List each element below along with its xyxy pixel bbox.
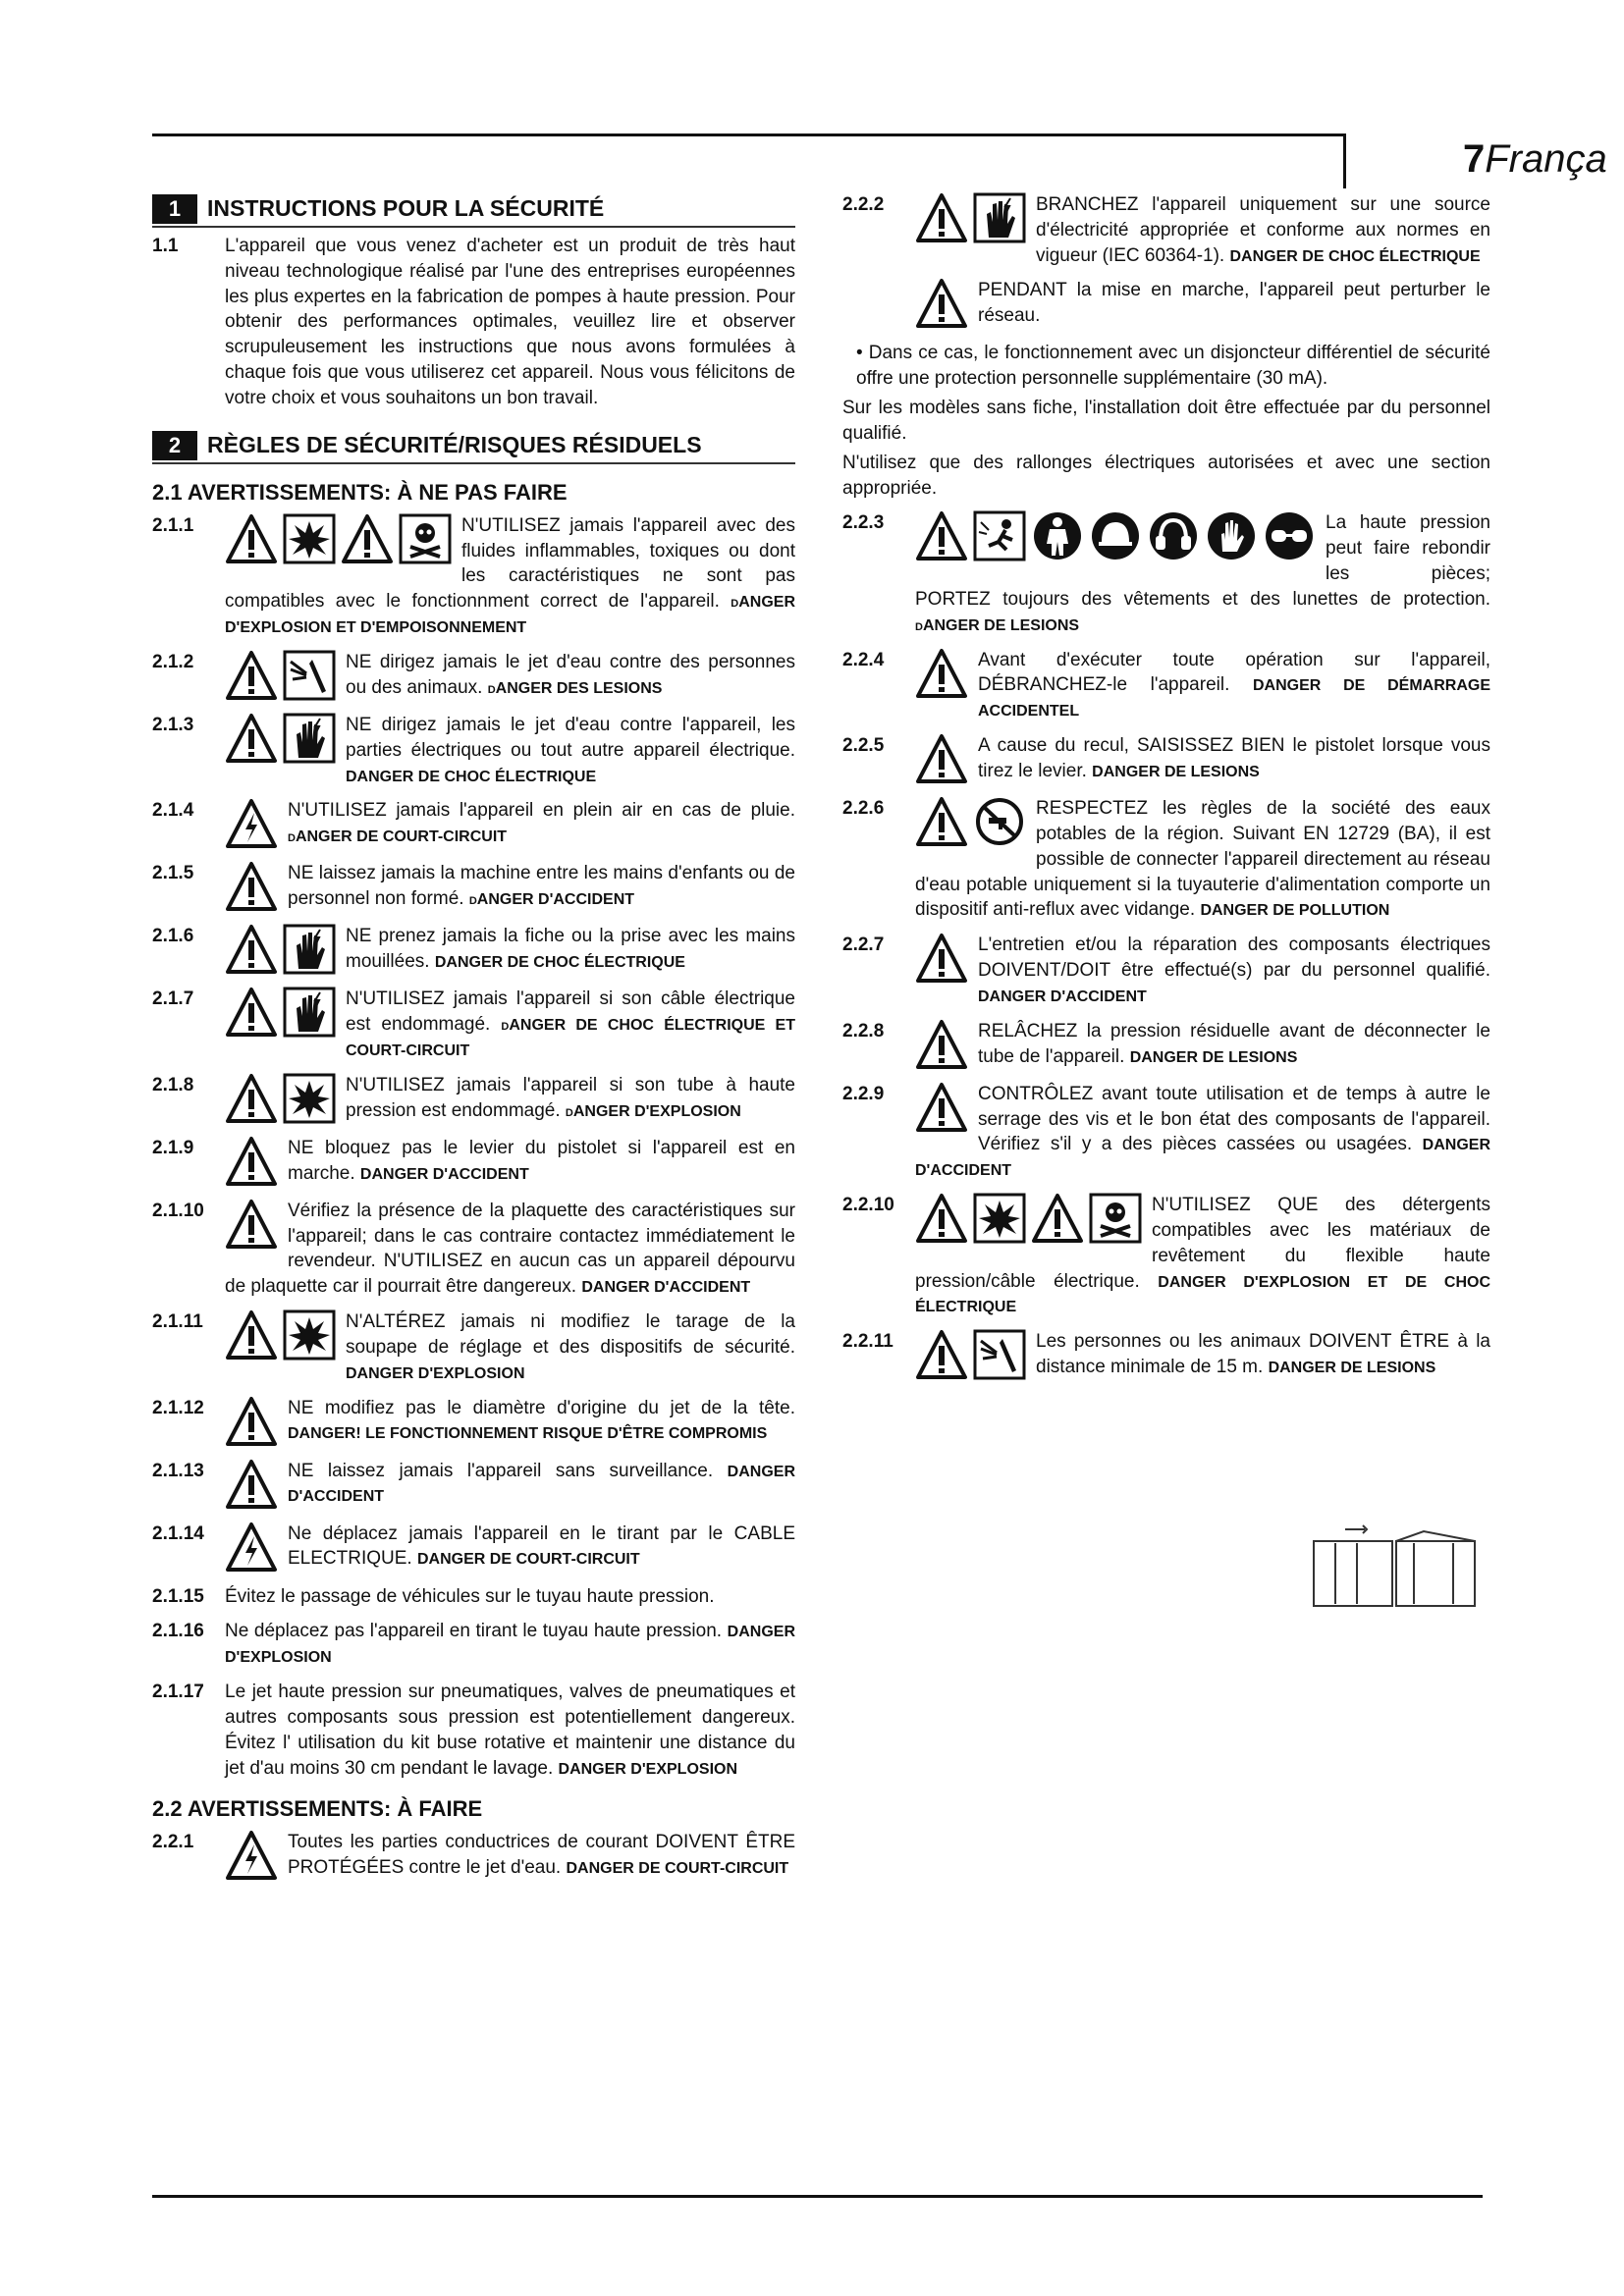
danger-label: dANGER D'EXPLOSION ET D'EMPOISONNEMENT bbox=[225, 594, 796, 637]
subheading-2-2: 2.2 AVERTISSEMENTS: À FAIRE bbox=[152, 1796, 483, 1822]
danger-label: DANGER DE LESIONS bbox=[1129, 1048, 1298, 1066]
danger-label: DANGER D'EXPLOSION bbox=[346, 1364, 525, 1382]
hand-shock-icon bbox=[283, 924, 336, 975]
item-text: NE bloquez pas le levier du pistolet si l'appareil est en marche. bbox=[288, 1137, 795, 1184]
icon-group bbox=[915, 1329, 1026, 1380]
warning-triangle-icon bbox=[915, 648, 968, 699]
warning-triangle-icon bbox=[915, 510, 968, 561]
item-text: Avant d'exécuter toute opération sur l'appareil, DÉBRANCHEZ-le l'appareil. bbox=[978, 649, 1490, 696]
item-text: BRANCHEZ l'appareil uniquement sur une source d'électricité appropriée et conforme aux normes en vigueur (IEC 60364-1). bbox=[1036, 194, 1490, 266]
hand-shock-icon bbox=[283, 713, 336, 764]
item-2-1-2 bbox=[152, 650, 795, 703]
danger-label: DANGER DE COURT-CIRCUIT bbox=[566, 1860, 789, 1878]
left-item-list bbox=[152, 513, 795, 1782]
item-body bbox=[225, 650, 795, 703]
item-number: 2.2.6 bbox=[842, 798, 885, 820]
item-number: 2.1.3 bbox=[152, 714, 194, 735]
right-item-list bbox=[842, 510, 1490, 1382]
item-number: 2.1.17 bbox=[152, 1682, 204, 1703]
page-number: 7 bbox=[1463, 137, 1486, 181]
icon-group bbox=[225, 650, 336, 701]
item-2-1-10 bbox=[152, 1199, 795, 1300]
danger-label: DANGER DE LESIONS bbox=[1092, 763, 1260, 780]
item-number: 2.1.16 bbox=[152, 1621, 204, 1642]
warning-triangle-icon bbox=[225, 1396, 278, 1447]
item-body bbox=[225, 1830, 795, 1883]
item-2-2-7 bbox=[842, 933, 1490, 1008]
icon-group bbox=[915, 648, 968, 699]
icon-group bbox=[915, 510, 1316, 561]
icon-group bbox=[225, 1522, 278, 1573]
warning-triangle-icon bbox=[225, 1136, 278, 1187]
item-text: NE prenez jamais la fiche ou la prise avec les mains mouillées. bbox=[346, 926, 795, 973]
icon-group bbox=[915, 1193, 1142, 1244]
page-language: França bbox=[1485, 137, 1607, 181]
paragraph-installation: Sur les modèles sans fiche, l'installation doit être effectuée par du personnel qualifié. bbox=[842, 398, 1490, 444]
item-2-1-15 bbox=[152, 1584, 795, 1610]
item-number: 2.1.8 bbox=[152, 1074, 194, 1095]
item-text: N'UTILISEZ jamais l'appareil avec des fluides inflammables, toxiques ou dont les caractéristiques ne sont pas compatibles avec le fonctionnment correct de l'appareil. bbox=[225, 514, 795, 613]
item-number: 2.2.5 bbox=[842, 735, 885, 757]
item-2-2-9 bbox=[842, 1082, 1490, 1183]
item-body bbox=[225, 1584, 795, 1610]
danger-label: DANGER DE LESIONS bbox=[1268, 1359, 1436, 1376]
item-2-1-1 bbox=[152, 513, 795, 640]
item-number: 2.1.7 bbox=[152, 988, 194, 1010]
item-text: NE dirigez jamais le jet d'eau contre des personnes ou des animaux. bbox=[346, 651, 795, 698]
warning-triangle-icon bbox=[225, 1459, 278, 1510]
item-number: 2.2.2 bbox=[842, 194, 885, 215]
item-body bbox=[225, 1396, 795, 1449]
warning-triangle-icon bbox=[225, 924, 278, 975]
danger-label: dANGER DE COURT-CIRCUIT bbox=[288, 828, 508, 846]
danger-label: dANGER DE LESIONS bbox=[915, 616, 1080, 634]
warning-triangle-icon bbox=[225, 861, 278, 912]
item-number: 2.1.5 bbox=[152, 863, 194, 884]
warning-triangle-icon bbox=[1031, 1193, 1084, 1244]
warning-triangle-icon bbox=[915, 192, 968, 243]
warning-triangle-icon bbox=[915, 796, 968, 847]
danger-label: DANGER DE CHOC ÉLECTRIQUE bbox=[434, 954, 685, 972]
warning-triangle-icon bbox=[225, 713, 278, 764]
overalls-icon bbox=[1031, 510, 1084, 561]
item-text: NE modifiez pas le diamètre d'origine du jet de la tête. bbox=[288, 1397, 795, 1418]
item-2-1-12 bbox=[152, 1396, 795, 1449]
item-number: 2.1.10 bbox=[152, 1200, 204, 1221]
warning-triangle-icon bbox=[915, 733, 968, 784]
warning-triangle-icon bbox=[225, 1073, 278, 1124]
danger-label: DANGER DE CHOC ÉLECTRIQUE bbox=[346, 768, 597, 785]
item-1-1 bbox=[152, 234, 795, 411]
icon-group bbox=[915, 796, 1026, 847]
item-2-2-4 bbox=[842, 648, 1490, 723]
item-text: L'appareil que vous venez d'acheter est un produit de très haut niveau technologique réalisé par l'une des entreprises européennes les plus expertes en la fabrication de pompes à haute pression. Pour obtenir des performances optimales, veuillez lire et observer scrupuleusement les instructions que nous avons formulées à chaque fois que vous utiliserez cet appareil. Nous vous félicitons de votre choix et vous souhaitons un bon travail. bbox=[225, 236, 795, 408]
section-1-number: 1 bbox=[152, 194, 197, 224]
warning-triangle-icon bbox=[915, 933, 968, 984]
item-2-2-5 bbox=[842, 733, 1490, 786]
item-2-2-10 bbox=[842, 1193, 1490, 1319]
icon-group bbox=[225, 1459, 278, 1510]
helmet-icon bbox=[1089, 510, 1142, 561]
top-rule bbox=[152, 133, 1345, 136]
subheading-2-1: 2.1 AVERTISSEMENTS: À NE PAS FAIRE bbox=[152, 479, 568, 505]
electric-triangle-icon bbox=[225, 798, 278, 849]
item-text: N'UTILISEZ jamais l'appareil en plein air en cas de pluie. bbox=[288, 800, 795, 822]
item-number: 2.1.12 bbox=[152, 1397, 204, 1418]
item-text: N'UTILISEZ jamais l'appareil si son tube à haute pression est endommagé. bbox=[346, 1074, 795, 1121]
item-body bbox=[915, 648, 1490, 723]
note-text: PENDANT la mise en marche, l'appareil peut perturber le réseau. bbox=[978, 280, 1490, 327]
item-body bbox=[225, 1309, 795, 1385]
icon-group bbox=[915, 192, 1026, 243]
item-2-2-8 bbox=[842, 1019, 1490, 1072]
item-text: N'UTILISEZ jamais l'appareil si son câble électrique est endommagé. bbox=[346, 988, 795, 1036]
section-2-header bbox=[152, 429, 795, 464]
icon-group bbox=[915, 1082, 968, 1133]
item-text: Évitez le passage de véhicules sur le tuyau haute pression. bbox=[225, 1585, 715, 1607]
item-text: N'ALTÉREZ jamais ni modifiez le tarage de la soupape de réglage et des dispositifs de sécurité. bbox=[346, 1311, 795, 1358]
item-body bbox=[225, 1136, 795, 1189]
explosion-icon bbox=[973, 1193, 1026, 1244]
item-2-1-17 bbox=[152, 1680, 795, 1781]
bottom-rule bbox=[152, 2195, 1483, 2198]
icon-group bbox=[225, 1136, 278, 1187]
item-text: NE laissez jamais la machine entre les mains d'enfants ou de personnel non formé. bbox=[288, 863, 795, 910]
section-1-header bbox=[152, 192, 795, 228]
item-body bbox=[225, 861, 795, 914]
explosion-icon bbox=[283, 1309, 336, 1361]
item-number: 2.2.1 bbox=[152, 1832, 194, 1853]
item-body bbox=[225, 1522, 795, 1575]
item-2-1-3 bbox=[152, 713, 795, 788]
danger-label: dANGER D'EXPLOSION bbox=[565, 1102, 741, 1120]
item-number: 2.2.9 bbox=[842, 1083, 885, 1104]
warning-triangle-icon bbox=[341, 513, 394, 564]
item-body bbox=[915, 192, 1490, 268]
icon-group bbox=[225, 1830, 278, 1881]
gloves-icon bbox=[1205, 510, 1258, 561]
item-body bbox=[915, 1329, 1490, 1382]
page-header bbox=[1463, 137, 1607, 182]
item-2-1-7 bbox=[152, 987, 795, 1062]
item-body bbox=[915, 933, 1490, 1008]
item-2-1-13 bbox=[152, 1459, 795, 1512]
skull-poison-icon bbox=[1089, 1193, 1142, 1244]
icon-group bbox=[915, 278, 968, 329]
warning-triangle-icon bbox=[225, 1199, 278, 1250]
item-2-2-1 bbox=[152, 1830, 795, 1883]
item-text: RESPECTEZ les règles de la société des eaux potables de la région. Suivant EN 12729 (BA), il est possible de connecter l'appareil directement au réseau d'eau potable uniquement si la tuyauterie d'alimentation comporte un dispositif anti-reflux avec vidange. bbox=[915, 798, 1490, 921]
item-number: 2.1.2 bbox=[152, 651, 194, 672]
warning-triangle-icon bbox=[915, 278, 968, 329]
item-2-2-11 bbox=[842, 1329, 1490, 1382]
item-number: 2.2.11 bbox=[842, 1331, 893, 1353]
icon-group bbox=[225, 798, 278, 849]
item-2-1-14 bbox=[152, 1522, 795, 1575]
icon-group bbox=[225, 924, 336, 975]
danger-label: dANGER DE CHOC ÉLECTRIQUE ET COURT-CIRCUIT bbox=[346, 1017, 795, 1059]
item-body bbox=[915, 510, 1490, 637]
danger-label: DANGER D'EXPLOSION bbox=[225, 1624, 795, 1667]
water-jet-icon bbox=[283, 650, 336, 701]
icon-group bbox=[225, 1073, 336, 1124]
item-number: 2.1.15 bbox=[152, 1585, 204, 1607]
item-2-2-6 bbox=[842, 796, 1490, 923]
item-text: Le jet haute pression sur pneumatiques, valves de pneumatiques et autres composants sous pression est potentiellement dangereux. Évitez l' utilisation du kit buse rotative et maintenir une distance du jet d'au moins 30 cm pendant le lavage. bbox=[225, 1682, 795, 1779]
item-number: 1.1 bbox=[152, 236, 179, 256]
item-2-2-2-note bbox=[915, 278, 1490, 331]
left-column bbox=[152, 192, 795, 1893]
item-body bbox=[915, 1082, 1490, 1183]
item-text: Vérifiez la présence de la plaquette des caractéristiques sur l'appareil; dans le cas contraire contactez immédiatement le revendeur. N'UTILISEZ en aucun cas un appareil dépourvu de plaquette car il pourrait être dangereux. bbox=[225, 1200, 795, 1298]
warning-triangle-icon bbox=[225, 513, 278, 564]
hand-shock-icon bbox=[283, 987, 336, 1038]
skull-poison-icon bbox=[399, 513, 452, 564]
item-text: Ne déplacez pas l'appareil en tirant le tuyau haute pression. bbox=[225, 1621, 723, 1642]
icon-group bbox=[225, 1309, 336, 1361]
item-2-1-6 bbox=[152, 924, 795, 977]
danger-label: DANGER DE POLLUTION bbox=[1200, 902, 1390, 920]
item-number: 2.2.7 bbox=[842, 934, 885, 956]
open-manual-icon bbox=[1306, 1522, 1483, 1610]
section-2-number: 2 bbox=[152, 431, 197, 460]
icon-group bbox=[225, 513, 452, 564]
icon-group bbox=[915, 733, 968, 784]
icon-group bbox=[225, 1199, 278, 1250]
item-body bbox=[915, 278, 1490, 331]
item-body bbox=[915, 796, 1490, 923]
item-text: NE dirigez jamais le jet d'eau contre l'appareil, les parties électriques ou tout autre appareil électrique. bbox=[346, 714, 795, 761]
top-rule-tick bbox=[1343, 133, 1346, 188]
danger-label: DANGER! LE FONCTIONNEMENT RISQUE D'ÊTRE COMPROMIS bbox=[288, 1425, 768, 1443]
item-number: 2.1.9 bbox=[152, 1137, 194, 1158]
item-text: N'UTILISEZ QUE des détergents compatibles avec les matériaux de revêtement du flexible haute pression/câble électrique. bbox=[915, 1195, 1490, 1292]
item-text: La haute pression peut faire rebondir les pièces; PORTEZ toujours des vêtements et des lunettes de protection. bbox=[915, 512, 1490, 610]
warning-triangle-icon bbox=[915, 1019, 968, 1070]
bullet-rcd: • Dans ce cas, le fonctionnement avec un disjoncteur différentiel de sécurité offre une protection personnelle supplémentaire (30 mA). bbox=[856, 343, 1490, 390]
electric-triangle-icon bbox=[225, 1522, 278, 1573]
danger-label: DANGER D'EXPLOSION ET DE CHOC ÉLECTRIQUE bbox=[915, 1273, 1490, 1316]
item-number: 2.1.1 bbox=[152, 514, 194, 536]
warning-triangle-icon bbox=[225, 650, 278, 701]
item-body bbox=[915, 1193, 1490, 1319]
danger-label: DANGER DE COURT-CIRCUIT bbox=[416, 1551, 640, 1569]
item-body bbox=[225, 1073, 795, 1126]
item-body bbox=[225, 513, 795, 640]
item-text: RELÂCHEZ la pression résiduelle avant de déconnecter le tube de l'appareil. bbox=[978, 1020, 1490, 1067]
right-column bbox=[842, 192, 1490, 1392]
icon-group bbox=[225, 1396, 278, 1447]
icon-group bbox=[225, 713, 336, 764]
item-text: A cause du recul, SAISISSEZ BIEN le pistolet lorsque vous tirez le levier. bbox=[978, 735, 1490, 781]
danger-label: DANGER DE DÉMARRAGE ACCIDENTEL bbox=[978, 677, 1491, 721]
item-number: 2.1.4 bbox=[152, 800, 194, 822]
item-text: Ne déplacez jamais l'appareil en le tirant par le CABLE ELECTRIQUE. bbox=[288, 1522, 795, 1570]
item-text: Toutes les parties conductrices de courant DOIVENT ÊTRE PROTÉGÉES contre le jet d'eau. bbox=[288, 1832, 795, 1879]
icon-group bbox=[915, 1019, 968, 1070]
item-body bbox=[915, 733, 1490, 786]
explosion-icon bbox=[283, 513, 336, 564]
danger-label: DANGER D'ACCIDENT bbox=[581, 1279, 751, 1297]
item-number: 2.2.10 bbox=[842, 1195, 894, 1216]
warning-triangle-icon bbox=[225, 987, 278, 1038]
danger-label: DANGER D'ACCIDENT bbox=[978, 988, 1147, 1005]
danger-label: DANGER D'ACCIDENT bbox=[288, 1463, 795, 1506]
item-2-1-4 bbox=[152, 798, 795, 851]
danger-label: dANGER DES LESIONS bbox=[487, 679, 663, 697]
item-2-1-8 bbox=[152, 1073, 795, 1126]
item-number: 2.2.3 bbox=[842, 512, 885, 534]
item-number: 2.1.14 bbox=[152, 1522, 204, 1544]
danger-label: DANGER D'EXPLOSION bbox=[558, 1760, 738, 1778]
item-2-1-9 bbox=[152, 1136, 795, 1189]
item-2-2-3 bbox=[842, 510, 1490, 637]
item-body bbox=[225, 713, 795, 788]
electric-triangle-icon bbox=[225, 1830, 278, 1881]
item-number: 2.1.13 bbox=[152, 1460, 204, 1481]
danger-label: dANGER D'ACCIDENT bbox=[468, 891, 635, 909]
paragraph-extensions: N'utilisez que des rallonges électriques autorisées et avec une section appropriée. bbox=[842, 452, 1490, 499]
item-2-2-2 bbox=[842, 192, 1490, 268]
danger-label: DANGER D'ACCIDENT bbox=[915, 1137, 1490, 1180]
item-body bbox=[225, 1619, 795, 1670]
icon-group bbox=[915, 933, 968, 984]
item-body bbox=[225, 924, 795, 977]
explosion-icon bbox=[283, 1073, 336, 1124]
item-2-1-5 bbox=[152, 861, 795, 914]
no-tap-icon bbox=[973, 796, 1026, 847]
warning-triangle-icon bbox=[915, 1193, 968, 1244]
item-number: 2.1.6 bbox=[152, 926, 194, 947]
icon-group bbox=[225, 861, 278, 912]
danger-label: DANGER DE CHOC ÉLECTRIQUE bbox=[1229, 247, 1481, 265]
item-number: 2.2.4 bbox=[842, 649, 885, 670]
item-number: 2.1.11 bbox=[152, 1311, 203, 1333]
icon-group bbox=[225, 987, 336, 1038]
hand-shock-icon bbox=[973, 192, 1026, 243]
section-1-title: INSTRUCTIONS POUR LA SÉCURITÉ bbox=[207, 195, 605, 222]
goggles-icon bbox=[1263, 510, 1316, 561]
item-2-1-11 bbox=[152, 1309, 795, 1385]
item-body bbox=[225, 1680, 795, 1781]
danger-label: DANGER D'ACCIDENT bbox=[359, 1165, 529, 1183]
section-2-title: RÈGLES DE SÉCURITÉ/RISQUES RÉSIDUELS bbox=[207, 432, 702, 458]
item-body bbox=[225, 987, 795, 1062]
rebound-icon bbox=[973, 510, 1026, 561]
warning-triangle-icon bbox=[225, 1309, 278, 1361]
item-text: L'entretien et/ou la réparation des composants électriques DOIVENT/DOIT être effectué(s) par du personnel qualifié. bbox=[978, 934, 1490, 982]
ear-protection-icon bbox=[1147, 510, 1200, 561]
item-text: Les personnes ou les animaux DOIVENT ÊTRE à la distance minimale de 15 m. bbox=[1036, 1331, 1490, 1377]
item-2-1-16 bbox=[152, 1619, 795, 1670]
item-text: CONTRÔLEZ avant toute utilisation et de temps à autre le serrage des vis et le bon état des composants de l'appareil. Vérifiez s'il y a des pièces cassées ou usagées. bbox=[978, 1083, 1490, 1155]
item-number: 2.2.8 bbox=[842, 1020, 885, 1041]
warning-triangle-icon bbox=[915, 1082, 968, 1133]
water-jet-icon bbox=[973, 1329, 1026, 1380]
item-body bbox=[225, 1459, 795, 1512]
warning-triangle-icon bbox=[915, 1329, 968, 1380]
item-body bbox=[915, 1019, 1490, 1072]
item-body bbox=[225, 798, 795, 851]
item-text: NE laissez jamais l'appareil sans surveillance. bbox=[288, 1460, 714, 1481]
item-body bbox=[225, 1199, 795, 1300]
